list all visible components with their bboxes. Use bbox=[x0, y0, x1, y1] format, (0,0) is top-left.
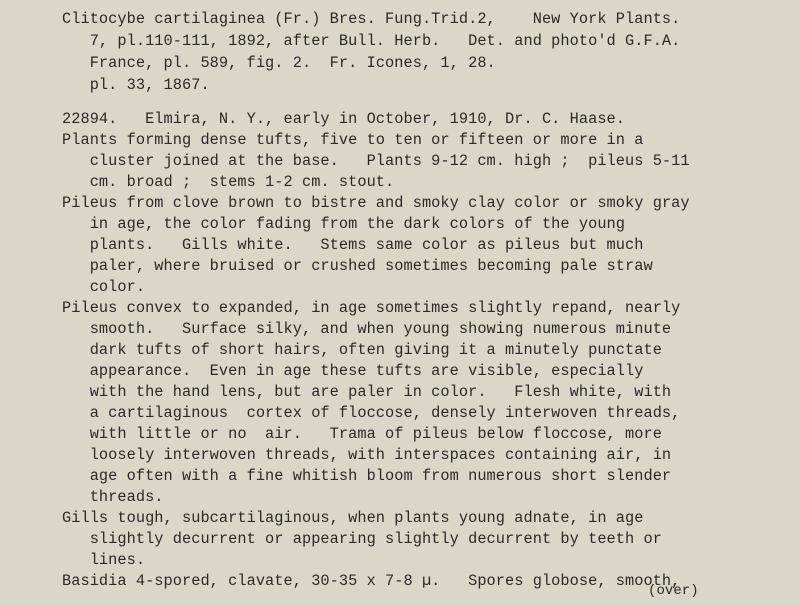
description-line: appearance. Even in age these tufts are visible, especially bbox=[62, 362, 644, 380]
description-line: cm. broad ; stems 1-2 cm. stout. bbox=[62, 173, 395, 191]
over-note: (over) bbox=[648, 583, 699, 599]
citation-line-3: France, pl. 589, fig. 2. Fr. Icones, 1, 28. bbox=[62, 54, 496, 72]
description-line: color. bbox=[62, 278, 146, 296]
description-line: slightly decurrent or appearing slightly decurrent by teeth or bbox=[62, 530, 662, 548]
description-line: loosely interwoven threads, with interspaces containing air, in bbox=[62, 446, 672, 464]
description-line: paler, where bruised or crushed sometimes becoming pale straw bbox=[62, 257, 653, 275]
description-line: with the hand lens, but are paler in color. Flesh white, with bbox=[62, 383, 672, 401]
description-line: age often with a fine whitish bloom from numerous short slender bbox=[62, 467, 672, 485]
description-line: plants. Gills white. Stems same color as pileus but much bbox=[62, 236, 644, 254]
citation-line-2: 7, pl.110-111, 1892, after Bull. Herb. Det. and photo'd G.F.A. bbox=[62, 32, 681, 50]
description-line: threads. bbox=[62, 488, 164, 506]
description-line: smooth. Surface silky, and when young showing numerous minute bbox=[62, 320, 672, 338]
description-line: in age, the color fading from the dark colors of the young bbox=[62, 215, 626, 233]
description-line: Pileus from clove brown to bistre and smoky clay color or smoky gray bbox=[62, 194, 690, 212]
description-line: a cartilaginous cortex of floccose, densely interwoven threads, bbox=[62, 404, 681, 422]
description-line: Basidia 4-spored, clavate, 30-35 x 7-8 µ. Spores globose, smooth, bbox=[62, 572, 681, 590]
description-line: with little or no air. Trama of pileus below floccose, more bbox=[62, 425, 662, 443]
citation-line-1: Clitocybe cartilaginea (Fr.) Bres. Fung.Trid.2, New York Plants. bbox=[62, 10, 681, 28]
description-line: lines. bbox=[62, 551, 146, 569]
collection-line: 22894. Elmira, N. Y., early in October, 1910, Dr. C. Haase. bbox=[62, 110, 626, 128]
citation-line-4: pl. 33, 1867. bbox=[62, 76, 210, 94]
description-line: Plants forming dense tufts, five to ten or fifteen or more in a bbox=[62, 131, 644, 149]
description-line: Gills tough, subcartilaginous, when plants young adnate, in age bbox=[62, 509, 644, 527]
description-line: cluster joined at the base. Plants 9-12 cm. high ; pileus 5-11 bbox=[62, 152, 690, 170]
description-line: dark tufts of short hairs, often giving it a minutely punctate bbox=[62, 341, 662, 359]
description-line: Pileus convex to expanded, in age sometimes slightly repand, nearly bbox=[62, 299, 681, 317]
